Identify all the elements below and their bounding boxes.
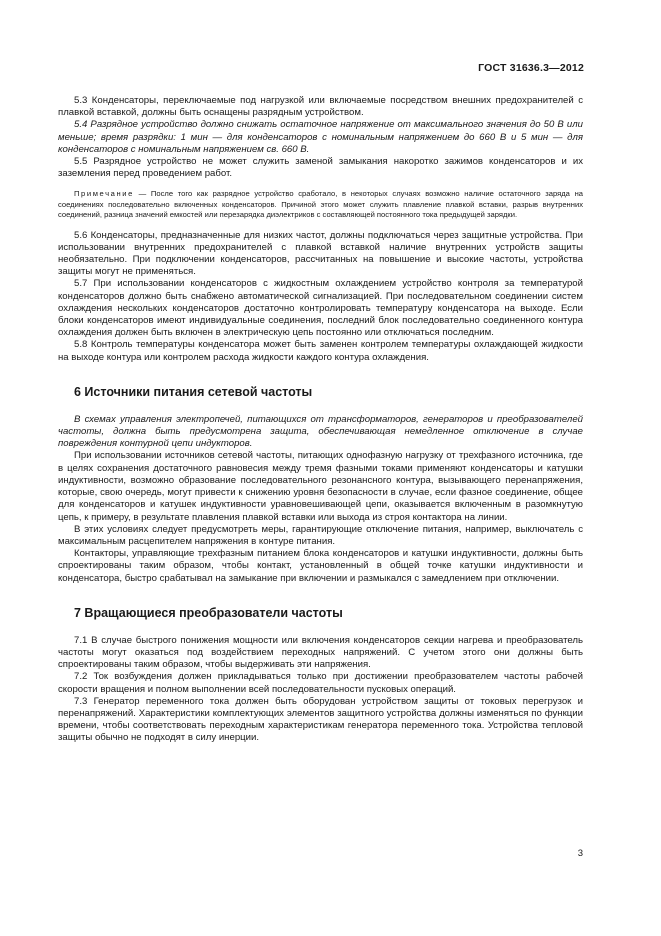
standard-designation: ГОСТ 31636.3—2012 xyxy=(478,62,584,74)
clause-7-3: 7.3 Генератор переменного тока должен быть оборудован устройством защиты от токовых перегрузок и перенапряжений. Характеристики комплектующих элементов защитного устройства должны изменяться по функции времени, чтобы соответствовать переходным характеристикам генератора переменного тока. Устройства тепловой защиты обычно не подходят в силу инерции. xyxy=(58,695,583,744)
section-6-paragraph-1: При использовании источников сетевой частоты, питающих однофазную нагрузку от трехфазного источника, где в целях сохранения достаточного равновесия между тремя фазными токами применяют конденсаторы и катушки индуктивности, возможно образование последовательного резонансного контура, вызывающего перенапряжения, которые, свою очередь, могут привести к снижению уровня безопасности в случае, если фазное соединение, общее для конденсаторов и катушек индуктивности уравновешивающей цепи, оказывается включенным в разомкнутую цепь, к примеру, в результате плавления плавкой вставки или выхода из строя контактора на линии. xyxy=(58,450,583,523)
clause-5-7: 5.7 При использовании конденсаторов с жидкостным охлаждением устройство контроля за температурой конденсаторов должно быть снабжено автоматической сигнализацией. При последовательном соединении систем охлаждения нескольких конденсаторов достаточно контролировать температуру конденсатора на выходе. Если блоки конденсаторов имеют индивидуальные соединения, последний блок последовательно соединенного контура охлаждения должен быть включен в электрическую цепь постоянно или отключаться последним. xyxy=(58,278,583,339)
clause-7-2: 7.2 Ток возбуждения должен прикладываться только при достижении преобразователем частоты рабочей скорости вращения и полном выполнении всей последовательности пусковых операций. xyxy=(58,671,583,695)
note-text: — После того как разрядное устройство сработало, в некоторых случаях возможно наличие остаточного заряда на соединениях последовательно включенных конденсаторов. Причиной этого может служить плавление плавкой вставки, разрыв внутренних соединений, разница значений емкостей или перезарядка диэлектриков с составляющей постоянного тока предыдущей зарядки. xyxy=(58,189,583,220)
clause-5-3: 5.3 Конденсаторы, переключаемые под нагрузкой или включаемые посредством внешних предохранителей с плавкой вставкой, должны быть оснащены разрядным устройством. xyxy=(58,95,583,119)
section-6-paragraph-3: Контакторы, управляющие трехфазным питанием блока конденсаторов и катушки индуктивности, должны быть спроектированы таким образом, чтобы контакт, установленный в общей точке катушки индуктивности и конденсатора, быстро срабатывал на замыкание при включении и размыкался с замедлением при отключении. xyxy=(58,548,583,584)
clause-5-5: 5.5 Разрядное устройство не может служить заменой замыкания накоротко зажимов конденсаторов и их заземления перед проведением работ. xyxy=(58,156,583,180)
note xyxy=(58,189,583,220)
page-body xyxy=(58,95,583,745)
section-6-intro: В схемах управления электропечей, питающихся от трансформаторов, генераторов и преобразователей частоты, должна быть предусмотрена защита, обеспечивающая немедленное отключение в случае повреждения контурной цепи индукторов. xyxy=(58,413,583,450)
clause-7-1: 7.1 В случае быстрого понижения мощности или включения конденсаторов секции нагрева и преобразователь частоты могут оказаться под воздействием переходных напряжений. С учетом этого они должны быть спроектированы таким образом, чтобы выдерживать эти напряжения. xyxy=(58,634,583,671)
clause-5-6: 5.6 Конденсаторы, предназначенные для низких частот, должны подключаться через защитные устройства. При использовании внутренних предохранителей с плавкой вставкой наличие внутренних устройств защиты необязательно. При подключении конденсаторов, рассчитанных на повышение и высокие частоты, устройства защиты могут не применяться. xyxy=(58,229,583,278)
section-6-paragraph-2: В этих условиях следует предусмотреть меры, гарантирующие отключение питания, например, выключатель с максимальным расцепителем напряжения в контуре питания. xyxy=(58,523,583,547)
section-6-heading: 6 Источники питания сетевой частоты xyxy=(74,384,313,399)
section-7-heading: 7 Вращающиеся преобразователи частоты xyxy=(74,605,343,620)
clause-5-8: 5.8 Контроль температуры конденсатора может быть заменен контролем температуры охлаждающей жидкости на выходе контура или контролем расхода жидкости каждого контура охлаждения. xyxy=(58,339,583,363)
page-number: 3 xyxy=(577,848,583,859)
note-label: Примечание xyxy=(74,189,134,199)
clause-5-4: 5.4 Разрядное устройство должно снижать остаточное напряжение от максимального значения до 50 В или меньше; время разрядки: 1 мин — для конденсаторов с номинальным напряжением до 660 В и 5 мин — для конденсаторов с номинальным напряжением св. 660 В. xyxy=(58,119,583,155)
